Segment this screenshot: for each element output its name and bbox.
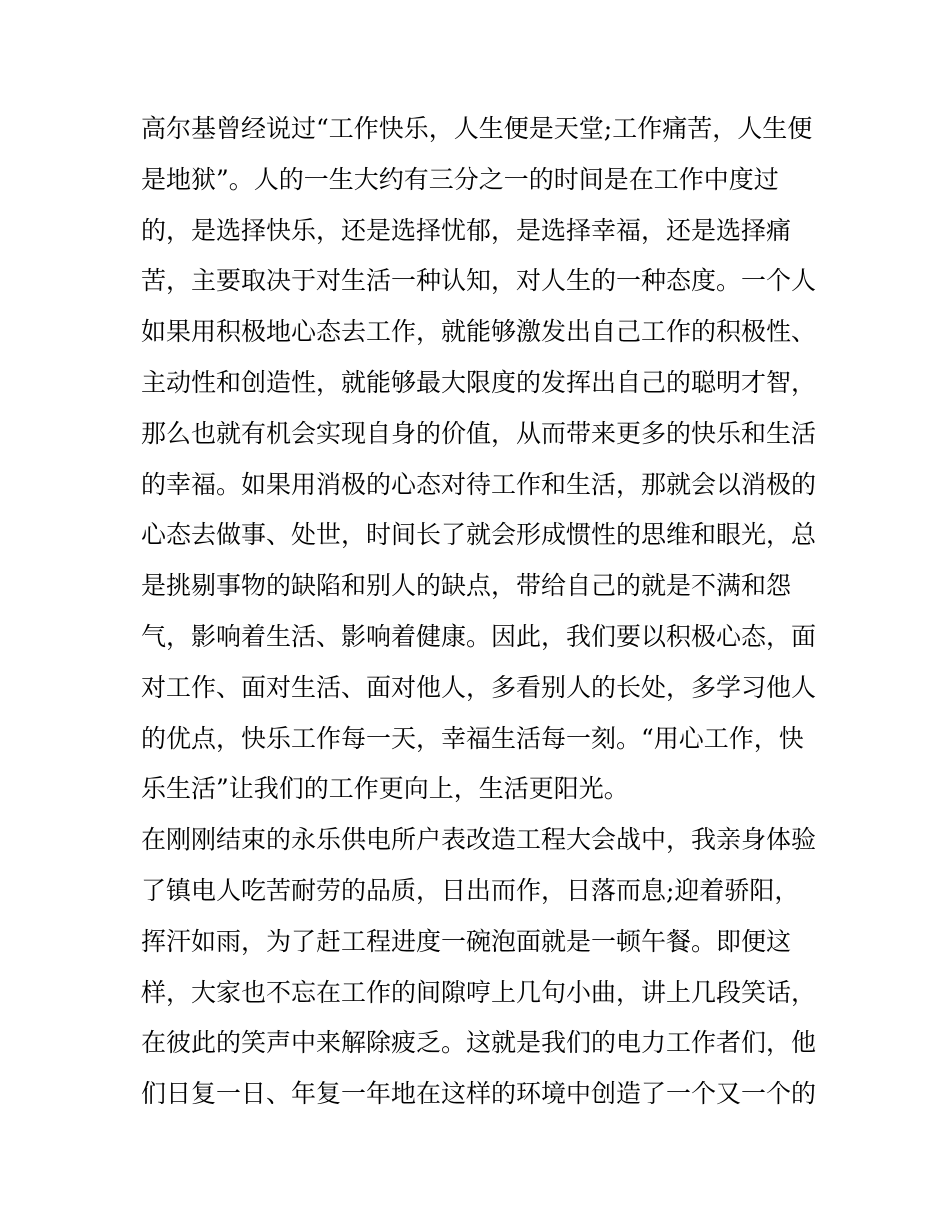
text-line: 样，大家也不忘在工作的间隙哼上几句小曲，讲上几段笑话， — [141, 977, 817, 1007]
text-line: 是地狱”。人的一生大约有三分之一的时间是在工作中度过 — [141, 164, 779, 194]
text-line: 的，是选择快乐，还是选择忧郁，是选择幸福，还是选择痛 — [141, 215, 792, 245]
text-line: 是挑剔事物的缺陷和别人的缺点，带给自己的就是不满和怨 — [141, 571, 792, 601]
text-line: 乐生活”让我们的工作更向上，生活更阳光。 — [141, 774, 629, 804]
text-line: 在彼此的笑声中来解除疲乏。这就是我们的电力工作者们，他 — [141, 1028, 817, 1058]
body-text — [141, 107, 821, 1123]
text-line: 高尔基曾经说过“工作快乐，人生便是天堂;工作痛苦，人生便 — [141, 114, 813, 143]
text-line: 们日复一日、年复一年地在这样的环境中创造了一个又一个的 — [141, 1079, 817, 1109]
text-line: 那么也就有机会实现自身的价值，从而带来更多的快乐和生活 — [141, 418, 817, 448]
text-line: 如果用积极地心态去工作，就能够激发出自己工作的积极性、 — [141, 317, 817, 347]
text-line: 的优点，快乐工作每一天，幸福生活每一刻。“用心工作，快 — [141, 723, 804, 753]
text-line: 在刚刚结束的永乐供电所户表改造工程大会战中，我亲身体验 — [141, 825, 817, 855]
text-line: 心态去做事、处世，时间长了就会形成惯性的思维和眼光，总 — [141, 520, 817, 550]
text-line: 了镇电人吃苦耐劳的品质，日出而作，日落而息;迎着骄阳， — [141, 875, 800, 905]
text-line: 主动性和创造性，就能够最大限度的发挥出自己的聪明才智， — [141, 367, 817, 397]
text-line: 挥汗如雨，为了赶工程进度一碗泡面就是一顿午餐。即便这 — [141, 926, 792, 956]
text-line: 对工作、面对生活、面对他人，多看别人的长处，多学习他人 — [141, 672, 817, 702]
text-line: 苦，主要取决于对生活一种认知，对人生的一种态度。一个人 — [141, 266, 817, 296]
text-line: 的幸福。如果用消极的心态对待工作和生活，那就会以消极的 — [141, 469, 817, 499]
text-line: 气，影响着生活、影响着健康。因此，我们要以积极心态，面 — [141, 621, 817, 651]
